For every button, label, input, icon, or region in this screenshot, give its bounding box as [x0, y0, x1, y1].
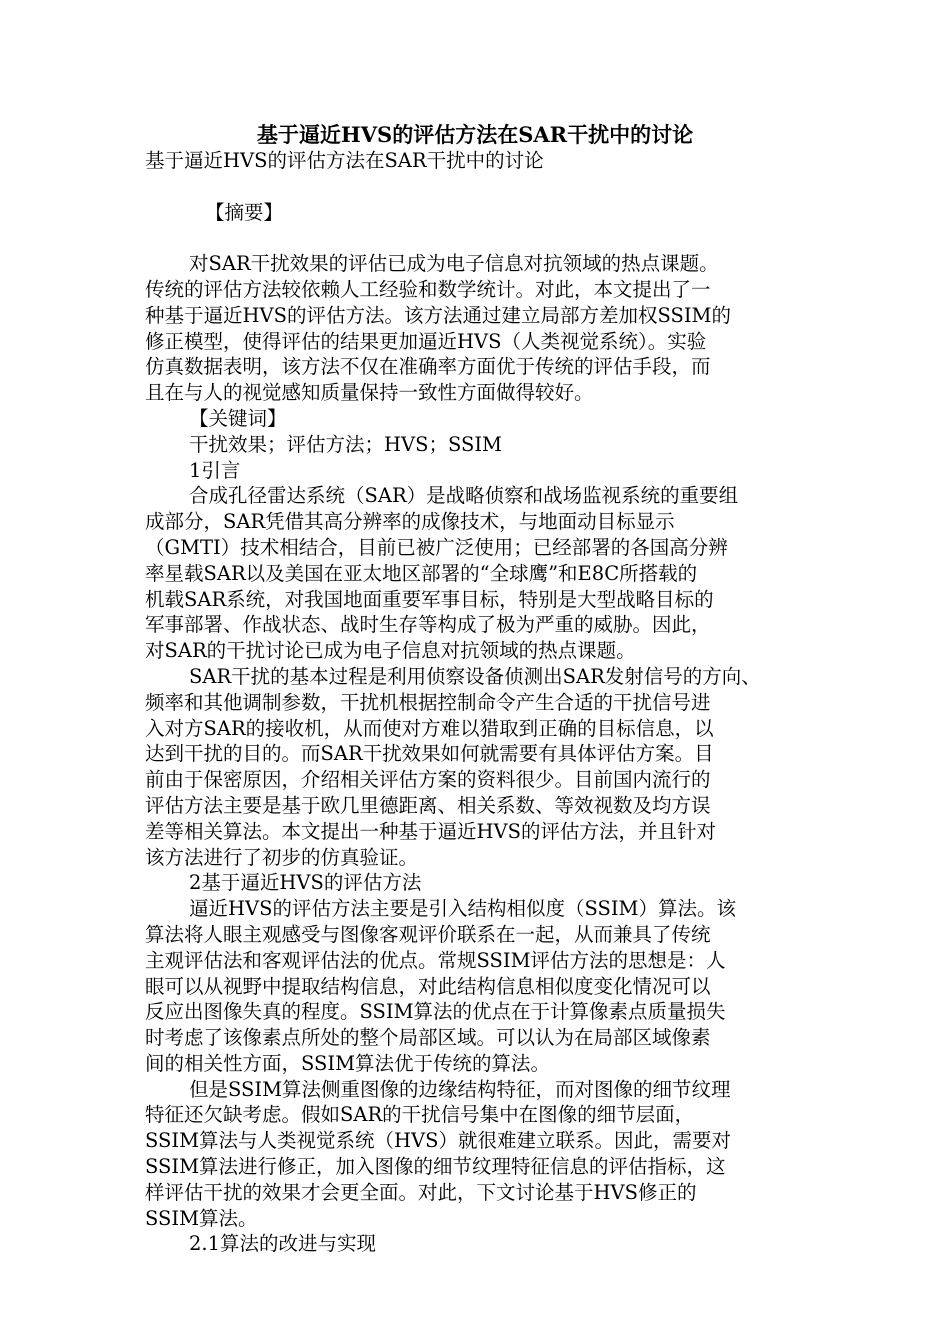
text-line: 2基于逼近HVS的评估方法 [189, 871, 422, 895]
text-line: 频率和其他调制参数，干扰机根据控制命令产生合适的干扰信号进 [145, 690, 711, 714]
text-line: 逼近HVS的评估方法主要是引入结构相似度（SSIM）算法。该 [189, 897, 736, 921]
text-line: 算法将人眼主观感受与图像客观评价联系在一起，从而兼具了传统 [145, 922, 711, 946]
text-line: 【关键词】 [189, 406, 287, 430]
text-line: 入对方SAR的接收机，从而使对方难以猎取到正确的目标信息，以 [145, 716, 714, 740]
text-line: 成部分，SAR凭借其高分辨率的成像技术，与地面动目标显示 [145, 510, 675, 534]
text-line: 对SAR干扰效果的评估已成为电子信息对抗领域的热点课题。 [189, 252, 719, 276]
text-line: 达到干扰的目的。而SAR干扰效果如何就需要有具体评估方案。目 [145, 742, 714, 766]
text-line: 【摘要】 [205, 200, 284, 224]
text-line: SSIM算法进行修正，加入图像的细节纹理特征信息的评估指标，这 [145, 1155, 726, 1179]
text-line: 评估方法主要是基于欧几里德距离、相关系数、等效视数及均方误 [145, 793, 711, 817]
text-line: 种基于逼近HVS的评估方法。该方法通过建立局部方差加权SSIM的 [145, 303, 731, 327]
text-line: 机载SAR系统，对我国地面重要军事目标，特别是大型战略目标的 [145, 587, 714, 611]
text-line: 对SAR的干扰讨论已成为电子信息对抗领域的热点课题。 [145, 639, 636, 663]
text-line: （GMTI）技术相结合，目前已被广泛使用；已经部署的各国高分辨 [145, 535, 728, 559]
text-line: 间的相关性方面，SSIM算法优于传统的算法。 [145, 1051, 551, 1075]
text-line: 合成孔径雷达系统（SAR）是战略侦察和战场监视系统的重要组 [189, 484, 739, 508]
text-line: 差等相关算法。本文提出一种基于逼近HVS的评估方法，并且针对 [145, 819, 716, 843]
text-line: 1引言 [189, 458, 241, 482]
blank-line [145, 174, 815, 200]
text-line: 但是SSIM算法侧重图像的边缘结构特征，而对图像的细节纹理 [189, 1077, 731, 1101]
text-line: 传统的评估方法较依赖人工经验和数学统计。对此，本文提出了一 [145, 277, 711, 301]
text-line: SSIM算法与人类视觉系统（HVS）就很难建立联系。因此，需要对 [145, 1129, 731, 1153]
blank-line [145, 225, 815, 251]
text-line: 率星载SAR以及美国在亚太地区部署的“全球鹰”和E8C所搭载的 [145, 561, 698, 585]
text-line: 修正模型，使得评估的结果更加逼近HVS（人类视觉系统）。实验 [145, 329, 707, 353]
text-line: SAR干扰的基本过程是利用侦察设备侦测出SAR发射信号的方向、 [189, 664, 761, 688]
text-line: 反应出图像失真的程度。SSIM算法的优点在于计算像素点质量损失 [145, 1000, 726, 1024]
text-line: 2.1算法的改进与实现 [189, 1232, 377, 1256]
text-line: 主观评估法和客观评估法的优点。常规SSIM评估方法的思想是：人 [145, 948, 726, 972]
text-line: 眼可以从视野中提取结构信息，对此结构信息相似度变化情况可以 [145, 974, 711, 998]
text-line: 该方法进行了初步的仿真验证。 [145, 845, 419, 869]
text-line: 特征还欠缺考虑。假如SAR的干扰信号集中在图像的细节层面， [145, 1103, 695, 1127]
text-line: 且在与人的视觉感知质量保持一致性方面做得较好。 [145, 381, 594, 405]
text-line: SSIM算法。 [145, 1206, 258, 1230]
text-line: 样评估干扰的效果才会更全面。对此，下文讨论基于HVS修正的 [145, 1180, 697, 1204]
text-line: 干扰效果；评估方法；HVS；SSIM [189, 432, 502, 456]
document-title: 基于逼近HVS的评估方法在SAR干扰中的讨论 [256, 122, 694, 147]
text-line: 前由于保密原因，介绍相关评估方案的资料很少。目前国内流行的 [145, 768, 711, 792]
document-body [145, 148, 815, 1257]
text-line: 时考虑了该像素点所处的整个局部区域。可以认为在局部区域像素 [145, 1026, 711, 1050]
text-line: 军事部署、作战状态、战时生存等构成了极为严重的威胁。因此， [145, 613, 711, 637]
document-subtitle-line: 基于逼近HVS的评估方法在SAR干扰中的讨论 [145, 149, 544, 172]
text-line: 仿真数据表明，该方法不仅在准确率方面优于传统的评估手段，而 [145, 355, 711, 379]
